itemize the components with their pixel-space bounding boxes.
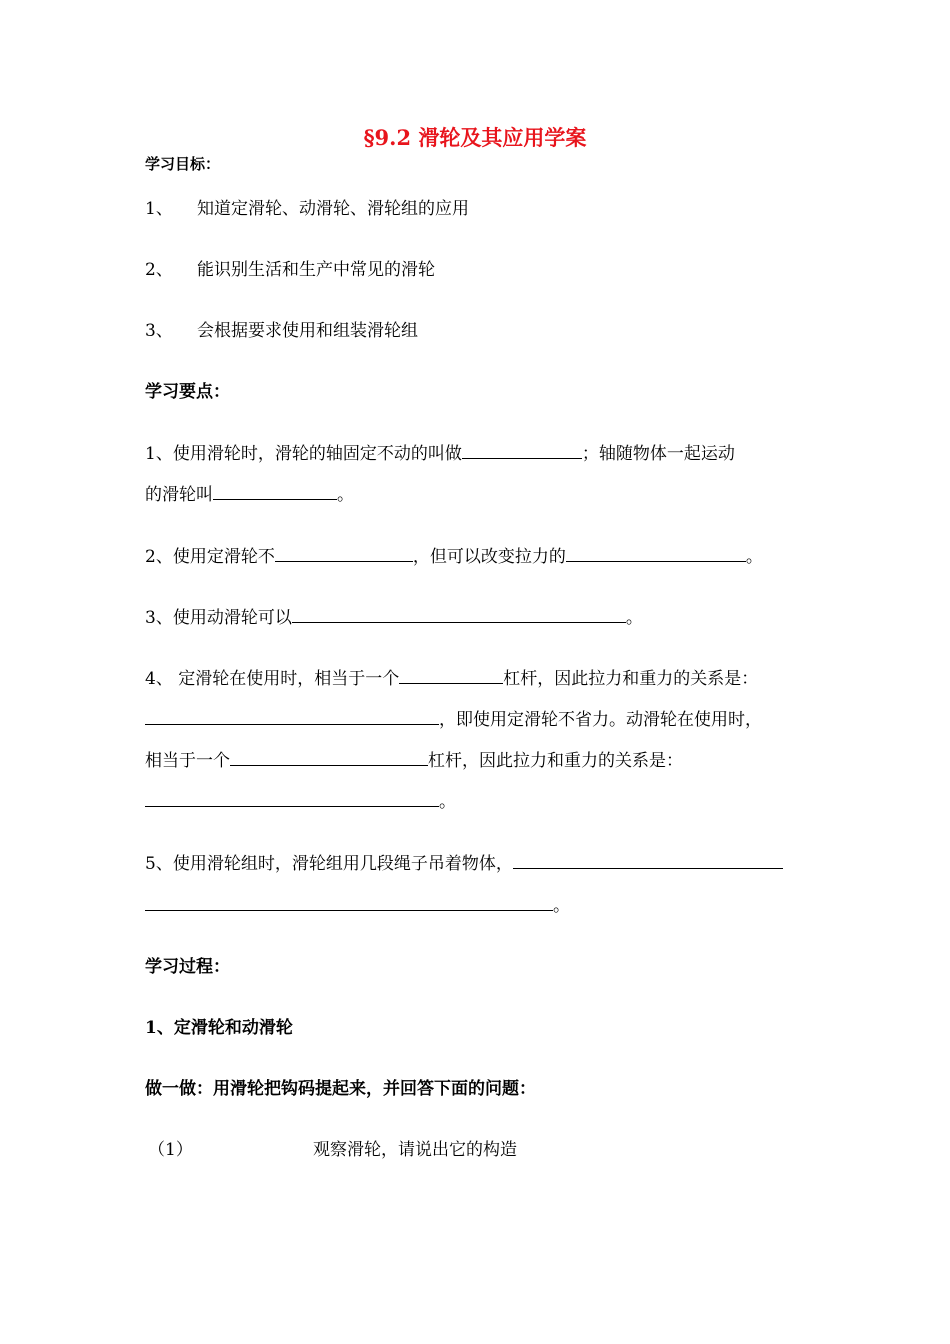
answer-blank[interactable] [145,789,439,807]
question-text: 。 [337,485,354,505]
question-4-line-4 [145,789,456,814]
answer-blank[interactable] [145,707,439,725]
key-points-heading: 学习要点： [145,382,230,402]
section-heading: 1、定滑轮和动滑轮 [145,1018,293,1038]
answer-blank[interactable] [513,851,783,869]
question-text: 1、使用滑轮时，滑轮的轴固定不动的叫做 [145,444,462,464]
activity-instruction: 做一做：用滑轮把钩码提起来，并回答下面的问题： [145,1079,536,1099]
question-1-line-2 [145,482,354,507]
step-item [148,1138,517,1162]
question-3 [145,605,643,630]
answer-blank[interactable] [292,605,626,623]
question-2 [145,544,763,569]
question-text: ；轴随物体一起运动 [581,444,735,464]
question-text: 2、使用定滑轮不 [145,547,275,567]
answer-blank[interactable] [275,544,413,562]
objective-item [145,197,469,221]
question-text: 3、使用动滑轮可以 [145,608,292,628]
process-heading: 学习过程： [145,957,230,977]
question-text: 的滑轮叫 [145,485,213,505]
step-text: 观察滑轮，请说出它的构造 [313,1140,517,1160]
answer-blank[interactable] [230,748,428,766]
objective-item [145,319,418,343]
answer-blank[interactable] [462,441,582,459]
objective-text: 能识别生活和生产中常见的滑轮 [197,260,435,280]
answer-blank[interactable] [145,893,553,911]
question-4-line-2 [145,707,762,732]
question-text: 相当于一个 [145,751,230,771]
question-text: 5、使用滑轮组时，滑轮组用几段绳子吊着物体， [145,854,513,874]
question-text: ，但可以改变拉力的 [412,547,566,567]
objective-number: 3、 [145,321,173,341]
question-1-line-1 [145,441,735,466]
objective-number: 2、 [145,260,173,280]
answer-blank[interactable] [566,544,746,562]
question-5-line-2 [145,893,570,918]
answer-blank[interactable] [213,482,337,500]
objective-number: 1、 [145,199,173,219]
objective-text: 会根据要求使用和组装滑轮组 [197,321,418,341]
question-4-line-1 [145,666,758,691]
objective-text: 知道定滑轮、动滑轮、滑轮组的应用 [197,199,469,219]
question-text: 。 [439,792,456,812]
question-text: 杠杆，因此拉力和重力的关系是： [503,669,759,689]
question-text: 。 [553,896,570,916]
question-text: 杠杆，因此拉力和重力的关系是： [428,751,683,771]
question-text: 。 [745,547,763,567]
question-text: 4、 定滑轮在使用时，相当于一个 [145,669,400,689]
question-4-line-3 [145,748,683,773]
step-number: （1） [148,1140,193,1160]
question-text: 。 [625,608,643,628]
question-text: ，即使用定滑轮不省力。动滑轮在使用时， [439,710,762,730]
question-5-line-1 [145,851,783,876]
document-title: §9.2 滑轮及其应用学案 [363,125,587,150]
objective-item [145,258,435,282]
objectives-heading: 学习目标： [145,155,221,173]
answer-blank[interactable] [399,666,503,684]
